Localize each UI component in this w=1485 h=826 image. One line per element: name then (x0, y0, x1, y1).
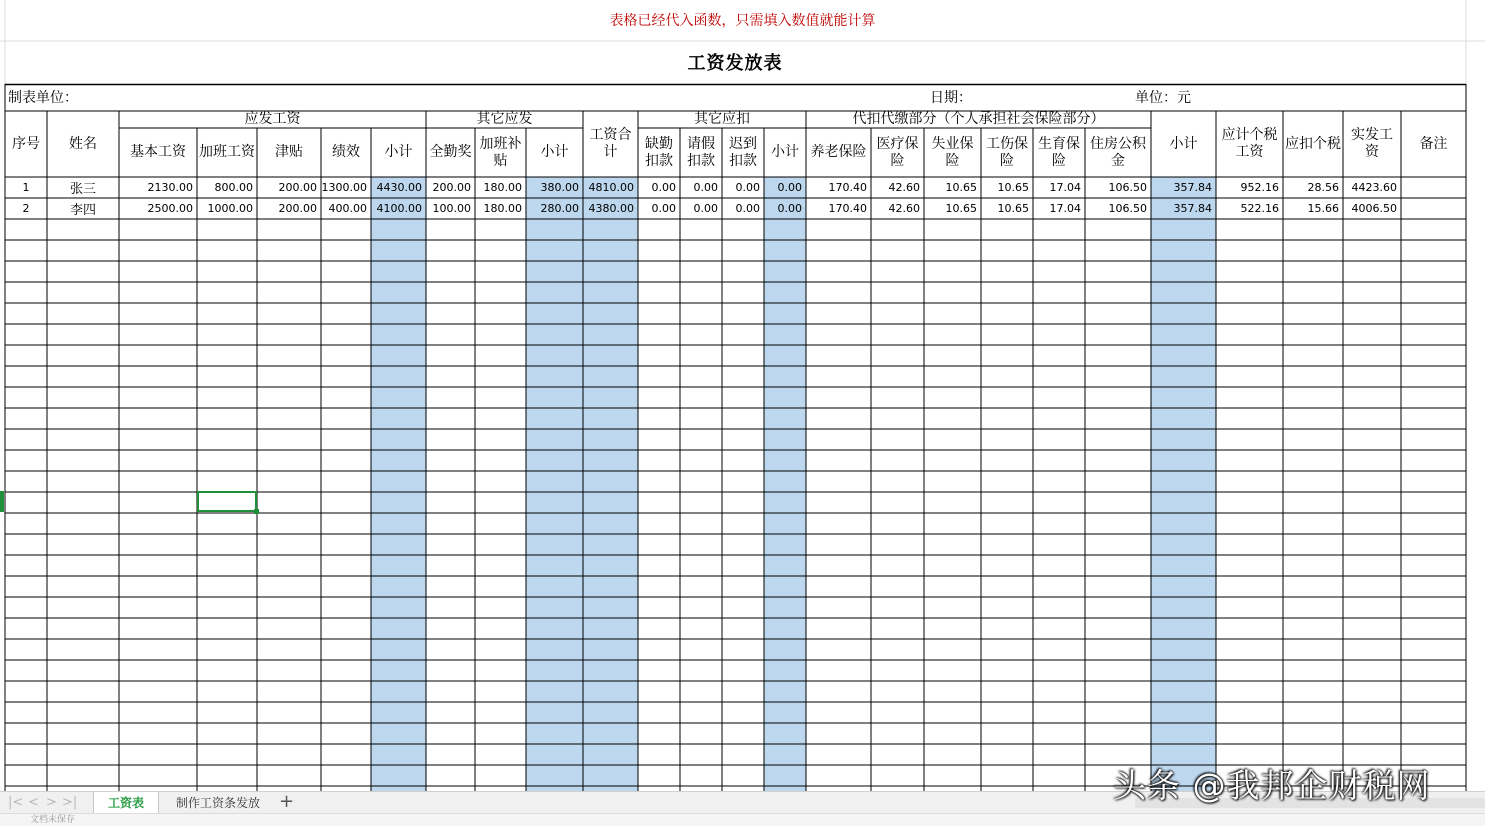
table-cell[interactable]: 100.00 (432, 202, 471, 215)
unit-label: 单位：元 (1135, 90, 1191, 106)
table-cell[interactable]: 180.00 (483, 202, 522, 215)
table-cell[interactable]: 170.40 (828, 202, 867, 215)
next-sheet-icon[interactable]: > (46, 795, 57, 810)
header-tax-payable: 应扣个税 (1285, 135, 1341, 152)
header-maternity: 生育保险 (1038, 135, 1080, 169)
header-subtotal: 小计 (384, 144, 413, 160)
table-cell[interactable]: 10.65 (945, 202, 977, 215)
header-remarks: 备注 (1419, 135, 1448, 152)
header-base-salary: 基本工资 (130, 144, 186, 160)
table-cell[interactable]: 357.84 (1173, 202, 1212, 215)
table-cell[interactable]: 0.00 (651, 202, 676, 215)
table-cell[interactable]: 0.00 (651, 181, 676, 194)
notice-text: 表格已经代入函数，只需填入数值就能计算 (609, 13, 876, 29)
table-cell[interactable]: 200.00 (278, 181, 317, 194)
status-text: 文档未保存 (30, 815, 76, 825)
table-cell[interactable]: 1000.00 (207, 202, 253, 215)
table-cell[interactable]: 10.65 (945, 181, 977, 194)
table-cell[interactable]: 4380.00 (588, 202, 634, 215)
table-cell[interactable]: 15.66 (1307, 202, 1339, 215)
tab-salary-sheet[interactable]: 工资表 (93, 792, 159, 814)
header-total-salary: 工资合计 (589, 127, 632, 160)
subtotal-column-fill (1151, 177, 1216, 791)
table-cell[interactable]: 2 (22, 202, 30, 215)
table-cell[interactable]: 0.00 (735, 202, 760, 215)
table-cell[interactable]: 42.60 (888, 202, 920, 215)
table-cell[interactable]: 800.00 (214, 181, 253, 194)
table-cell[interactable]: 0.00 (693, 202, 718, 215)
header-late-deduct: 迟到扣款 (729, 135, 757, 169)
table-cell[interactable]: 180.00 (483, 181, 522, 194)
table-cell[interactable] (1401, 177, 1466, 198)
table-cell[interactable]: 17.04 (1049, 181, 1081, 194)
sheet-title: 工资发放表 (687, 53, 783, 74)
tab-payslip-sheet[interactable]: 制作工资条发放 (175, 796, 260, 810)
header-insurance-subtotal: 小计 (1169, 135, 1198, 152)
header-group-other-pay: 其它应发 (476, 111, 533, 127)
table-cell[interactable]: 200.00 (278, 202, 317, 215)
header-overtime-subsidy: 加班补贴 (479, 135, 522, 169)
table-cell[interactable]: 2130.00 (147, 181, 193, 194)
table-cell[interactable]: 李四 (69, 203, 96, 218)
date-label: 日期： (930, 90, 972, 106)
table-cell[interactable]: 4423.60 (1351, 181, 1397, 194)
header-name: 姓名 (69, 135, 97, 152)
watermark: 头条 @我邦企财税网 (1113, 766, 1431, 805)
table-cell[interactable]: 张三 (69, 182, 96, 197)
table-cell[interactable]: 1300.00 (321, 181, 367, 194)
table-cell[interactable] (1401, 198, 1466, 219)
table-cell[interactable]: 106.50 (1108, 181, 1147, 194)
header-housing-fund: 住房公积金 (1090, 135, 1146, 169)
header-subtotal: 小计 (771, 144, 799, 160)
header-performance: 绩效 (332, 144, 360, 160)
active-row-indicator (0, 491, 4, 512)
status-bar (0, 813, 1485, 826)
table-cell[interactable]: 4006.50 (1351, 202, 1397, 215)
table-cell[interactable]: 10.65 (997, 202, 1029, 215)
header-pension: 养老保险 (810, 144, 867, 160)
last-sheet-icon[interactable]: >| (62, 795, 78, 810)
header-absence-deduct: 缺勤扣款 (645, 135, 673, 169)
subtotal-column-fill (371, 177, 426, 791)
table-cell[interactable]: 952.16 (1240, 181, 1279, 194)
header-overtime: 加班工资 (199, 144, 255, 160)
header-attendance-bonus: 全勤奖 (429, 144, 472, 160)
table-cell[interactable]: 522.16 (1240, 202, 1279, 215)
subtotal-column-fill (526, 177, 583, 791)
table-cell[interactable]: 0.00 (735, 181, 760, 194)
add-sheet-icon[interactable]: + (279, 791, 295, 812)
table-cell[interactable]: 28.56 (1307, 181, 1339, 194)
first-sheet-icon[interactable]: |< (8, 795, 24, 810)
selected-cell[interactable] (197, 491, 257, 512)
header-allowance: 津贴 (275, 144, 303, 160)
subtotal-column-fill (583, 177, 638, 791)
subtotal-column-fill (764, 177, 806, 791)
header-injury: 工伤保险 (986, 135, 1028, 169)
table-cell[interactable]: 1 (22, 181, 30, 194)
table-cell[interactable]: 280.00 (540, 202, 579, 215)
header-subtotal: 小计 (540, 144, 569, 160)
header-seq: 序号 (12, 135, 40, 152)
table-cell[interactable]: 200.00 (432, 181, 471, 194)
table-cell[interactable]: 400.00 (328, 202, 367, 215)
header-group-payable: 应发工资 (244, 111, 301, 127)
table-cell[interactable]: 106.50 (1108, 202, 1147, 215)
table-cell[interactable]: 4430.00 (376, 181, 422, 194)
table-cell[interactable]: 357.84 (1173, 181, 1212, 194)
table-cell[interactable]: 4100.00 (376, 202, 422, 215)
header-unemployment: 失业保险 (931, 135, 974, 169)
header-group-insurance: 代扣代缴部分（个人承担社会保险部分） (852, 111, 1105, 127)
prepared-by-label: 制表单位： (8, 90, 78, 106)
header-leave-deduct: 请假扣款 (687, 135, 715, 169)
header-net-pay: 实发工资 (1351, 127, 1393, 160)
table-cell[interactable]: 0.00 (777, 202, 802, 215)
table-cell[interactable]: 0.00 (777, 181, 802, 194)
header-medical: 医疗保险 (876, 135, 919, 169)
table-cell[interactable]: 17.04 (1049, 202, 1081, 215)
table-cell[interactable]: 170.40 (828, 181, 867, 194)
table-cell[interactable]: 2500.00 (147, 202, 193, 215)
table-cell[interactable]: 42.60 (888, 181, 920, 194)
table-cell[interactable]: 380.00 (540, 181, 579, 194)
header-group-other-deduct: 其它应扣 (694, 111, 750, 127)
header-taxable-salary: 应计个税工资 (1221, 127, 1278, 160)
prev-sheet-icon[interactable]: < (28, 795, 39, 810)
table-cell[interactable]: 10.65 (997, 181, 1029, 194)
table-cell[interactable]: 4810.00 (588, 181, 634, 194)
table-cell[interactable]: 0.00 (693, 181, 718, 194)
